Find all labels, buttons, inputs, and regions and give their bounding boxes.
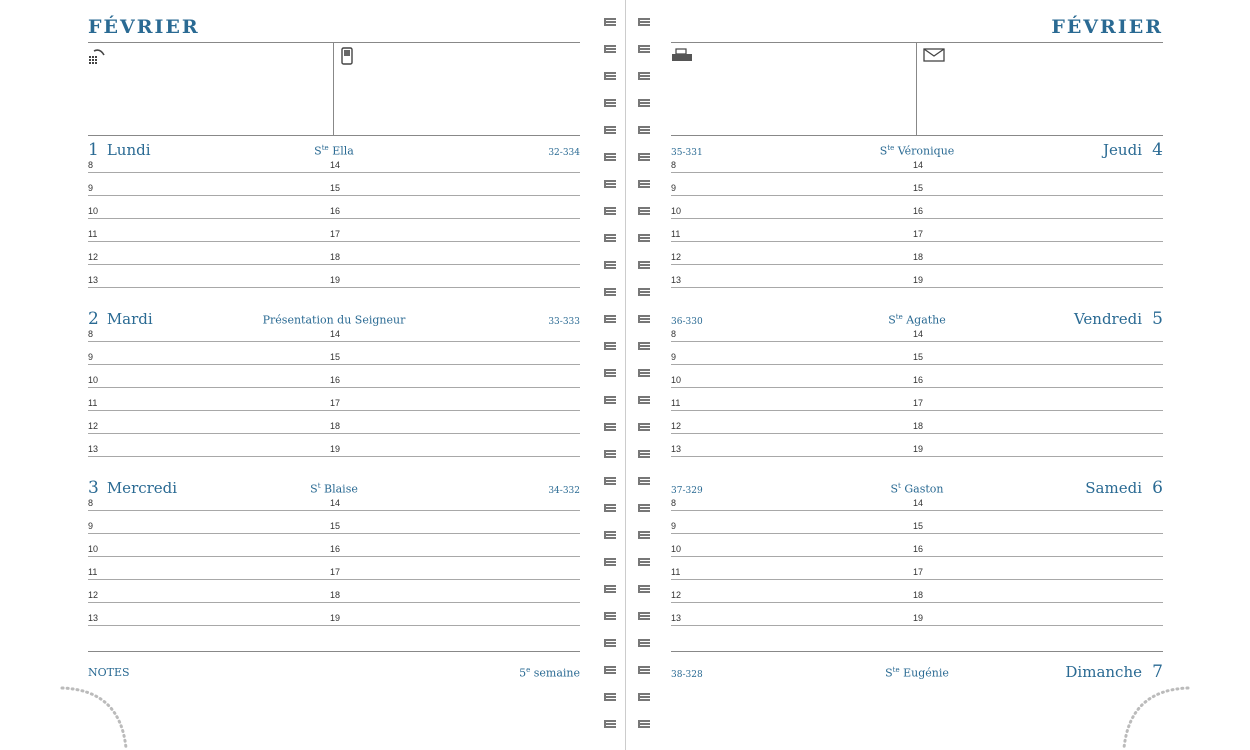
hour-label: 14 <box>330 329 341 339</box>
hour-label: 19 <box>913 275 924 285</box>
notes-label: NOTES <box>88 666 130 679</box>
hour-slot[interactable] <box>671 319 913 342</box>
hour-slot[interactable] <box>671 580 913 603</box>
binding-ring <box>638 153 650 161</box>
binding-ring <box>638 99 650 107</box>
day-block <box>88 138 580 298</box>
hour-label: 17 <box>913 229 924 239</box>
day-count: 33-333 <box>548 317 580 327</box>
hour-label: 8 <box>671 329 677 339</box>
hour-slot[interactable] <box>330 511 580 534</box>
hour-slot[interactable] <box>913 488 1163 511</box>
hour-label: 11 <box>671 398 681 408</box>
hour-label: 17 <box>913 567 924 577</box>
page-fold <box>625 0 626 750</box>
hour-label: 9 <box>671 352 677 362</box>
binding-ring <box>604 126 616 134</box>
hour-label: 15 <box>913 352 924 362</box>
day-block <box>88 476 580 636</box>
binding-ring <box>604 531 616 539</box>
hour-label: 12 <box>88 590 99 600</box>
hour-label: 18 <box>913 421 924 431</box>
hour-slot[interactable] <box>671 265 913 288</box>
hour-label: 13 <box>671 444 682 454</box>
hour-label: 15 <box>913 521 924 531</box>
hour-label: 11 <box>671 567 681 577</box>
saint-of-day: $S^{te}$ Ella <box>314 144 354 158</box>
binding-ring <box>604 234 616 242</box>
hour-label: 11 <box>671 229 681 239</box>
hour-slot[interactable] <box>330 580 580 603</box>
hour-label: 9 <box>88 521 94 531</box>
hour-slot[interactable] <box>330 196 580 219</box>
hour-label: 16 <box>330 375 341 385</box>
hour-slot[interactable] <box>330 219 580 242</box>
hour-slot[interactable] <box>671 534 913 557</box>
binding-ring <box>638 666 650 674</box>
hour-label: 17 <box>330 567 341 577</box>
hour-slot[interactable] <box>88 242 330 265</box>
binding-ring <box>604 18 616 26</box>
left-page <box>88 0 580 750</box>
hour-slot[interactable] <box>913 580 1163 603</box>
hour-label: 17 <box>330 229 341 239</box>
binding-ring <box>604 477 616 485</box>
contact-box[interactable] <box>671 42 1163 136</box>
hour-label: 14 <box>913 329 924 339</box>
binding-ring <box>604 153 616 161</box>
binding-ring <box>638 126 650 134</box>
hour-slot[interactable] <box>913 365 1163 388</box>
binding-ring <box>604 99 616 107</box>
hour-label: 12 <box>88 252 99 262</box>
day-count: 36-330 <box>671 317 703 327</box>
spiral-binding <box>598 0 654 750</box>
hour-label: 8 <box>88 160 94 170</box>
binding-ring <box>638 720 650 728</box>
saint-of-day: $S^t$ Gaston <box>890 482 944 496</box>
hour-label: 18 <box>913 252 924 262</box>
fax-icon <box>671 47 693 67</box>
day-title: Samedi 6 <box>1085 478 1163 498</box>
hour-slot[interactable] <box>671 488 913 511</box>
binding-ring <box>638 180 650 188</box>
binding-ring <box>638 18 650 26</box>
day-block <box>671 476 1163 636</box>
hour-slot[interactable] <box>330 365 580 388</box>
hour-slot[interactable] <box>88 603 330 626</box>
hour-slot[interactable] <box>913 319 1163 342</box>
hour-label: 14 <box>913 160 924 170</box>
day-title: Vendredi 5 <box>1073 309 1163 329</box>
hour-label: 16 <box>330 544 341 554</box>
binding-ring <box>604 720 616 728</box>
hour-label: 12 <box>671 590 682 600</box>
hour-slot[interactable] <box>913 388 1163 411</box>
binding-ring <box>638 207 650 215</box>
binding-ring <box>638 612 650 620</box>
hour-label: 13 <box>671 275 682 285</box>
hour-slot[interactable] <box>88 434 330 457</box>
day-title: 2 Mardi <box>88 309 153 329</box>
binding-ring <box>604 342 616 350</box>
binding-ring <box>604 585 616 593</box>
hour-slot[interactable] <box>671 150 913 173</box>
hour-slot[interactable] <box>913 150 1163 173</box>
binding-ring <box>604 315 616 323</box>
hour-label: 16 <box>913 375 924 385</box>
hour-label: 17 <box>913 398 924 408</box>
hour-label: 10 <box>671 206 682 216</box>
hour-slot[interactable] <box>330 534 580 557</box>
hour-label: 10 <box>671 544 682 554</box>
binding-ring <box>604 261 616 269</box>
hour-label: 19 <box>330 275 341 285</box>
hour-label: 18 <box>330 590 341 600</box>
binding-ring <box>604 450 616 458</box>
hour-label: 9 <box>671 521 677 531</box>
phone-icon <box>88 47 106 69</box>
day-title: Dimanche 7 <box>1065 662 1163 682</box>
hour-slot[interactable] <box>671 557 913 580</box>
hour-slot[interactable] <box>913 196 1163 219</box>
day-title: 1 Lundi <box>88 140 151 160</box>
hour-label: 17 <box>330 398 341 408</box>
hour-slot[interactable] <box>88 196 330 219</box>
hour-label: 19 <box>913 444 924 454</box>
hour-slot[interactable] <box>330 411 580 434</box>
hour-slot[interactable] <box>88 219 330 242</box>
hour-label: 13 <box>671 613 682 623</box>
month-title: FÉVRIER <box>88 16 200 38</box>
hour-label: 13 <box>88 444 99 454</box>
binding-ring <box>638 585 650 593</box>
hour-label: 8 <box>671 160 677 170</box>
saint-of-day: Présentation du Seigneur <box>262 314 406 327</box>
hour-label: 18 <box>330 421 341 431</box>
hour-label: 13 <box>88 275 99 285</box>
hour-slot[interactable] <box>671 365 913 388</box>
hour-slot[interactable] <box>671 388 913 411</box>
hour-slot[interactable] <box>88 557 330 580</box>
hour-label: 12 <box>671 252 682 262</box>
binding-ring <box>638 693 650 701</box>
hour-slot[interactable] <box>330 557 580 580</box>
mobile-phone-icon <box>340 47 354 69</box>
sunday-divider <box>671 651 1163 652</box>
contact-box[interactable] <box>88 42 580 136</box>
hour-slot[interactable] <box>88 411 330 434</box>
hour-label: 9 <box>88 352 94 362</box>
hour-label: 12 <box>671 421 682 431</box>
hour-label: 15 <box>330 352 341 362</box>
saint-of-day: $S^{te}$ Eugénie <box>885 666 949 680</box>
hour-slot[interactable] <box>671 173 913 196</box>
hour-slot[interactable] <box>671 511 913 534</box>
hour-slot[interactable] <box>330 319 580 342</box>
day-block <box>88 307 580 467</box>
hour-slot[interactable] <box>88 580 330 603</box>
hour-label: 9 <box>88 183 94 193</box>
hour-slot[interactable] <box>88 534 330 557</box>
hour-label: 19 <box>330 613 341 623</box>
binding-ring <box>638 72 650 80</box>
hour-slot[interactable] <box>671 603 913 626</box>
sunday-header <box>671 660 1163 684</box>
hour-slot[interactable] <box>913 173 1163 196</box>
binding-ring <box>638 558 650 566</box>
hour-slot[interactable] <box>330 150 580 173</box>
contact-divider <box>333 43 334 135</box>
day-count: 32-334 <box>548 148 580 158</box>
hour-slot[interactable] <box>671 219 913 242</box>
hour-slot[interactable] <box>913 511 1163 534</box>
hour-slot[interactable] <box>88 488 330 511</box>
hour-label: 14 <box>330 498 341 508</box>
saint-of-day: $S^{te}$ Agathe <box>888 313 946 327</box>
hour-slot[interactable] <box>88 265 330 288</box>
binding-ring <box>638 261 650 269</box>
saint-of-day: $S^{te}$ Véronique <box>879 144 955 158</box>
month-title: FÉVRIER <box>1051 16 1163 38</box>
hour-slot[interactable] <box>671 196 913 219</box>
binding-ring <box>638 342 650 350</box>
corner-decoration-left <box>60 684 130 750</box>
hour-slot[interactable] <box>330 488 580 511</box>
hour-slot[interactable] <box>913 557 1163 580</box>
hour-label: 11 <box>88 567 98 577</box>
day-block <box>671 307 1163 467</box>
binding-ring <box>604 639 616 647</box>
binding-ring <box>638 288 650 296</box>
hour-slot[interactable] <box>913 242 1163 265</box>
hour-label: 10 <box>88 206 99 216</box>
binding-ring <box>604 666 616 674</box>
binding-ring <box>604 423 616 431</box>
binding-ring <box>604 558 616 566</box>
binding-ring <box>604 504 616 512</box>
binding-ring <box>638 45 650 53</box>
hour-slot[interactable] <box>913 434 1163 457</box>
hour-label: 11 <box>88 398 98 408</box>
day-title: Jeudi 4 <box>1103 140 1163 160</box>
binding-ring <box>638 639 650 647</box>
day-title: 3 Mercredi <box>88 478 178 498</box>
binding-ring <box>638 369 650 377</box>
hour-label: 13 <box>88 613 99 623</box>
hour-label: 11 <box>88 229 98 239</box>
saint-of-day: $S^t$ Blaise <box>310 482 358 496</box>
hour-label: 8 <box>671 498 677 508</box>
binding-ring <box>604 396 616 404</box>
hour-label: 19 <box>330 444 341 454</box>
envelope-icon <box>923 47 945 67</box>
hour-label: 10 <box>88 375 99 385</box>
binding-ring <box>638 450 650 458</box>
hour-label: 16 <box>330 206 341 216</box>
binding-ring <box>604 45 616 53</box>
hour-label: 12 <box>88 421 99 431</box>
hour-slot[interactable] <box>88 511 330 534</box>
binding-ring <box>604 612 616 620</box>
week-sup: e <box>526 666 531 674</box>
corner-decoration-right <box>1120 684 1190 750</box>
hour-slot[interactable] <box>913 534 1163 557</box>
hour-slot[interactable] <box>913 342 1163 365</box>
hour-slot[interactable] <box>913 265 1163 288</box>
hour-slot[interactable] <box>330 603 580 626</box>
hour-label: 10 <box>88 544 99 554</box>
hour-slot[interactable] <box>671 411 913 434</box>
hour-slot[interactable] <box>88 342 330 365</box>
week-label <box>519 666 580 680</box>
hour-slot[interactable] <box>88 365 330 388</box>
hour-slot[interactable] <box>88 388 330 411</box>
hour-slot[interactable] <box>88 319 330 342</box>
hour-slot[interactable] <box>330 388 580 411</box>
hour-slot[interactable] <box>913 603 1163 626</box>
hour-label: 14 <box>330 160 341 170</box>
hour-label: 8 <box>88 498 94 508</box>
hour-slot[interactable] <box>330 173 580 196</box>
hour-slot[interactable] <box>330 342 580 365</box>
binding-ring <box>638 423 650 431</box>
day-count: 38-328 <box>671 670 703 680</box>
hour-slot[interactable] <box>330 242 580 265</box>
contact-divider <box>916 43 917 135</box>
hour-label: 19 <box>913 613 924 623</box>
hour-label: 10 <box>671 375 682 385</box>
day-count: 34-332 <box>548 486 580 496</box>
day-count: 37-329 <box>671 486 703 496</box>
hour-slot[interactable] <box>330 434 580 457</box>
binding-ring <box>604 288 616 296</box>
binding-ring <box>638 477 650 485</box>
hour-label: 16 <box>913 544 924 554</box>
hour-slot[interactable] <box>330 265 580 288</box>
binding-ring <box>638 531 650 539</box>
hour-label: 16 <box>913 206 924 216</box>
week-word: semaine <box>533 666 580 680</box>
hour-slot[interactable] <box>671 342 913 365</box>
binding-ring <box>604 180 616 188</box>
binding-ring <box>638 234 650 242</box>
binding-ring <box>604 207 616 215</box>
hour-label: 18 <box>913 590 924 600</box>
binding-ring <box>638 315 650 323</box>
hour-label: 14 <box>913 498 924 508</box>
notes-divider <box>88 651 580 652</box>
hour-slot[interactable] <box>913 219 1163 242</box>
hour-label: 9 <box>671 183 677 193</box>
hour-slot[interactable] <box>671 242 913 265</box>
week-number: 5 <box>519 666 527 680</box>
binding-ring <box>638 504 650 512</box>
hour-label: 8 <box>88 329 94 339</box>
hour-label: 15 <box>913 183 924 193</box>
binding-ring <box>604 72 616 80</box>
hour-label: 18 <box>330 252 341 262</box>
binding-ring <box>604 693 616 701</box>
hour-label: 15 <box>330 183 341 193</box>
day-block <box>671 138 1163 298</box>
hour-slot[interactable] <box>88 150 330 173</box>
binding-ring <box>638 396 650 404</box>
hour-slot[interactable] <box>671 434 913 457</box>
day-count: 35-331 <box>671 148 703 158</box>
binding-ring <box>604 369 616 377</box>
hour-slot[interactable] <box>88 173 330 196</box>
hour-label: 15 <box>330 521 341 531</box>
hour-slot[interactable] <box>913 411 1163 434</box>
right-page <box>671 0 1163 750</box>
